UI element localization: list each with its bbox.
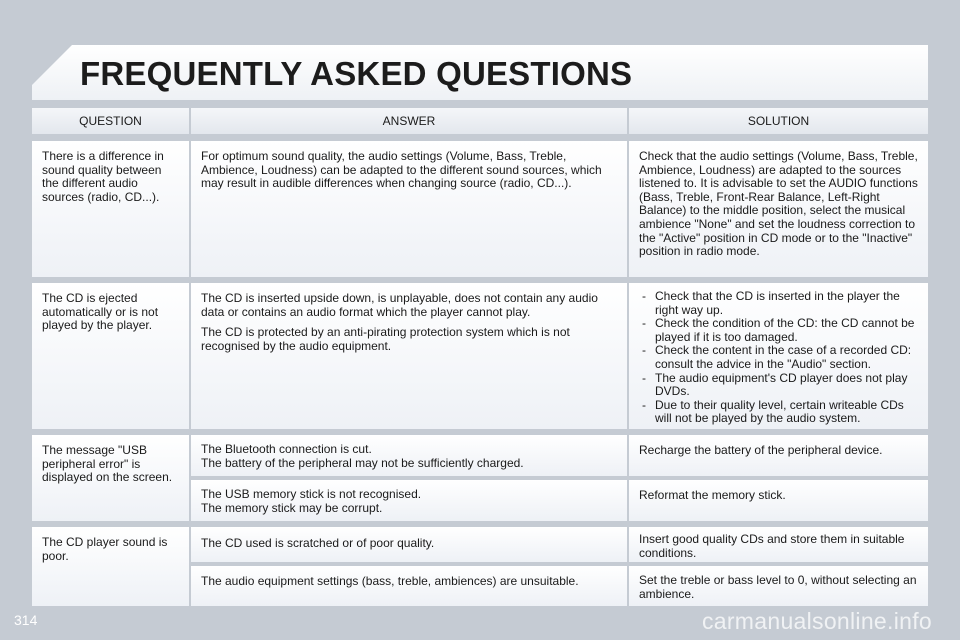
solution-list-item: - Due to their quality level, certain writeable CDs will not be played by the audio system. bbox=[639, 399, 918, 426]
answer-cell bbox=[191, 283, 627, 429]
header-question: QUESTION bbox=[32, 108, 189, 134]
answer-cell bbox=[191, 141, 627, 277]
header-answer: ANSWER bbox=[191, 108, 627, 134]
question-text: The CD player sound is poor. bbox=[42, 535, 168, 563]
answer-text: The Bluetooth connection is cut. bbox=[201, 442, 372, 456]
answer-text: For optimum sound quality, the audio settings (Volume, Bass, Treble, Ambience, Loudness) can be adapted to the different sound sources, which may result in audible differences when changing source (radio, CD...). bbox=[201, 149, 602, 191]
question-text: The message "USB peripheral error" is displayed on the screen. bbox=[42, 443, 173, 485]
answer-text: The USB memory stick is not recognised. bbox=[201, 487, 422, 501]
solution-cell bbox=[629, 435, 928, 476]
answer-text: The CD used is scratched or of poor quality. bbox=[201, 536, 435, 550]
answer-text: The CD is inserted upside down, is unplayable, does not contain any audio data or contains an audio format which the player cannot play. bbox=[201, 291, 598, 319]
question-cell bbox=[32, 527, 189, 606]
solution-list-item: - Check the condition of the CD: the CD cannot be played if it is too damaged. bbox=[639, 317, 918, 344]
answer-text: The memory stick may be corrupt. bbox=[201, 500, 383, 515]
watermark: carmanualsonline.info bbox=[701, 608, 932, 634]
page-number: 314 bbox=[14, 612, 38, 628]
solution-cell bbox=[629, 527, 928, 562]
solution-cell bbox=[629, 141, 928, 277]
solution-text: Insert good quality CDs and store them in suitable conditions. bbox=[639, 532, 905, 560]
solution-text: Recharge the battery of the peripheral device. bbox=[639, 443, 883, 457]
solution-list-item: - Check that the CD is inserted in the player the right way up. bbox=[639, 290, 918, 317]
solution-list-item: - The audio equipment's CD player does not play DVDs. bbox=[639, 372, 918, 399]
answer-cell bbox=[191, 527, 627, 562]
solution-text: Check that the audio settings (Volume, Bass, Treble, Ambience, Loudness) are adapted to the sources listened to. It is advisable to set the AUDIO functions (Bass, Treble, Front-Rear Balance, Left-Right Balance) to the middle position, select the musical ambience "None" and set the loudness correction to the "Active" position in CD mode or to the "Inactive" position in radio mode. bbox=[639, 149, 918, 259]
question-text: There is a difference in sound quality between the different audio sources (radio, CD...). bbox=[42, 149, 164, 204]
answer-cell bbox=[191, 566, 627, 606]
solution-list-item: - Check the content in the case of a recorded CD: consult the advice in the "Audio" section. bbox=[639, 344, 918, 371]
question-cell bbox=[32, 283, 189, 429]
header-solution: SOLUTION bbox=[629, 108, 928, 134]
solution-list bbox=[639, 290, 918, 426]
solution-text: Set the treble or bass level to 0, without selecting an ambience. bbox=[639, 573, 917, 601]
page-title: FREQUENTLY ASKED QUESTIONS bbox=[80, 55, 633, 92]
solution-cell bbox=[629, 283, 928, 429]
answer-cell bbox=[191, 435, 627, 476]
solution-cell bbox=[629, 566, 928, 606]
question-text: The CD is ejected automatically or is not played by the player. bbox=[42, 291, 159, 333]
answer-text: The CD is protected by an anti-pirating protection system which is not recognised by the audio equipment. bbox=[201, 325, 570, 353]
question-cell bbox=[32, 435, 189, 521]
answer-text: The audio equipment settings (bass, treble, ambiences) are unsuitable. bbox=[201, 574, 579, 588]
solution-text: Reformat the memory stick. bbox=[639, 488, 786, 502]
answer-cell bbox=[191, 480, 627, 521]
solution-cell bbox=[629, 480, 928, 521]
question-cell bbox=[32, 141, 189, 277]
answer-text: The battery of the peripheral may not be sufficiently charged. bbox=[201, 455, 524, 470]
